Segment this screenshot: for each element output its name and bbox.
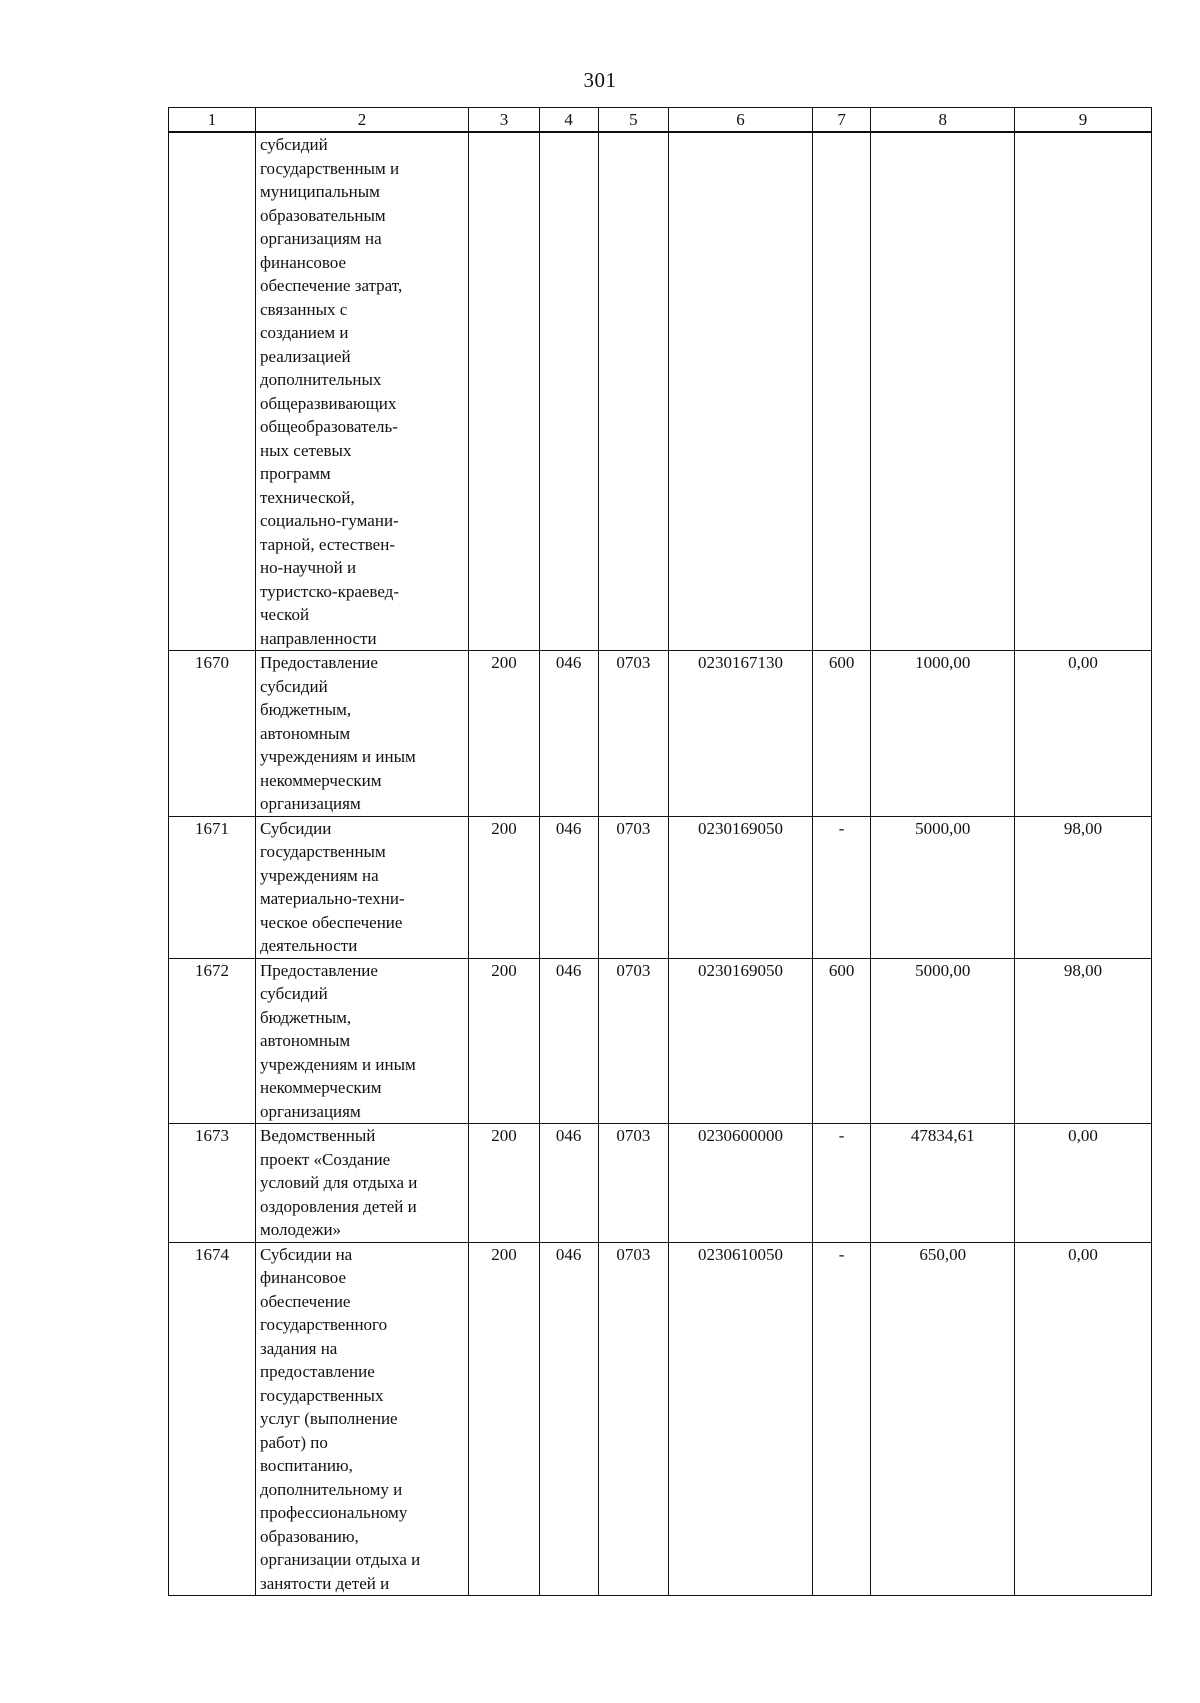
header-cell-2: 2 [255,108,468,133]
page-number: 301 [583,68,617,92]
row-col9: 0,00 [1014,651,1151,817]
table-row [169,816,1152,958]
header-cell-3: 3 [469,108,540,133]
row-col6: 0230600000 [669,1124,813,1243]
row-col8: 5000,00 [871,958,1015,1124]
row-col6: 0230169050 [669,816,813,958]
table-row [169,651,1152,817]
row-col5 [598,132,669,651]
row-name [255,1242,468,1596]
row-col3: 200 [469,816,540,958]
header-row [169,108,1152,133]
row-col3: 200 [469,1242,540,1596]
row-col8: 1000,00 [871,651,1015,817]
table-row [169,1242,1152,1596]
row-col9: 98,00 [1014,816,1151,958]
row-col7: - [812,816,871,958]
row-col5: 0703 [598,816,669,958]
row-name-text: Ведомственный проект «Создание условий для отдыха и оздоровления детей и молодежи» [259,1126,418,1239]
row-name [255,132,468,651]
row-col9: 0,00 [1014,1242,1151,1596]
row-col9 [1014,132,1151,651]
header-cell-6: 6 [669,108,813,133]
row-col3 [469,132,540,651]
row-col9: 0,00 [1014,1124,1151,1243]
row-col7: - [812,1124,871,1243]
row-col6: 0230167130 [669,651,813,817]
row-col3: 200 [469,958,540,1124]
row-col8: 5000,00 [871,816,1015,958]
row-col4: 046 [539,816,598,958]
row-name-text: Субсидии государственным учреждениям на материально-техни- ческое обеспечение деятельности [259,818,405,955]
header-cell-7: 7 [812,108,871,133]
row-name-text: Предоставление субсидий бюджетным, автономным учреждениям и иным некоммерческим организациям [259,653,416,813]
row-col9: 98,00 [1014,958,1151,1124]
row-col6: 0230610050 [669,1242,813,1596]
row-col7: 600 [812,958,871,1124]
row-col8: 650,00 [871,1242,1015,1596]
row-col7: - [812,1242,871,1596]
row-name [255,816,468,958]
table-row [169,132,1152,651]
row-col4: 046 [539,651,598,817]
table-row [169,1124,1152,1243]
row-name [255,651,468,817]
row-col4 [539,132,598,651]
header-cell-9: 9 [1014,108,1151,133]
row-col7: 600 [812,651,871,817]
header-cell-1: 1 [169,108,256,133]
row-number: 1673 [169,1124,256,1243]
row-col4: 046 [539,1124,598,1243]
row-number: 1674 [169,1242,256,1596]
row-name-text: Предоставление субсидий бюджетным, автономным учреждениям и иным некоммерческим организациям [259,960,416,1121]
row-number: 1671 [169,816,256,958]
header-cell-8: 8 [871,108,1015,133]
row-col5: 0703 [598,1124,669,1243]
header-cell-4: 4 [539,108,598,133]
row-number: 1670 [169,651,256,817]
row-col7 [812,132,871,651]
budget-table [168,107,1152,1596]
row-col4: 046 [539,958,598,1124]
row-col8 [871,132,1015,651]
row-col3: 200 [469,651,540,817]
row-name-text: субсидий государственным и муниципальным образовательным организациям на финансовое обеспечение затрат, связанных с созданием и реализацией дополнительных общеразвивающих общеобразователь- ных сетевых программ технической, социально-гумани- тарной, естествен- но-научной и туристско-краевед- ческой направленности [259,135,403,648]
row-number: 1672 [169,958,256,1124]
row-col5: 0703 [598,958,669,1124]
row-col4: 046 [539,1242,598,1596]
row-col6 [669,132,813,651]
row-name [255,958,468,1124]
row-col8: 47834,61 [871,1124,1015,1243]
row-name [255,1124,468,1243]
table-row [169,958,1152,1124]
header-cell-5: 5 [598,108,669,133]
row-col3: 200 [469,1124,540,1243]
row-col6: 0230169050 [669,958,813,1124]
row-name-text: Субсидии на финансовое обеспечение государственного задания на предоставление государственных услуг (выполнение работ) по воспитанию, дополнительному и профессиональному образованию, организации отдыха и занятости детей и [259,1244,421,1593]
row-col5: 0703 [598,651,669,817]
row-col5: 0703 [598,1242,669,1596]
row-number [169,132,256,651]
